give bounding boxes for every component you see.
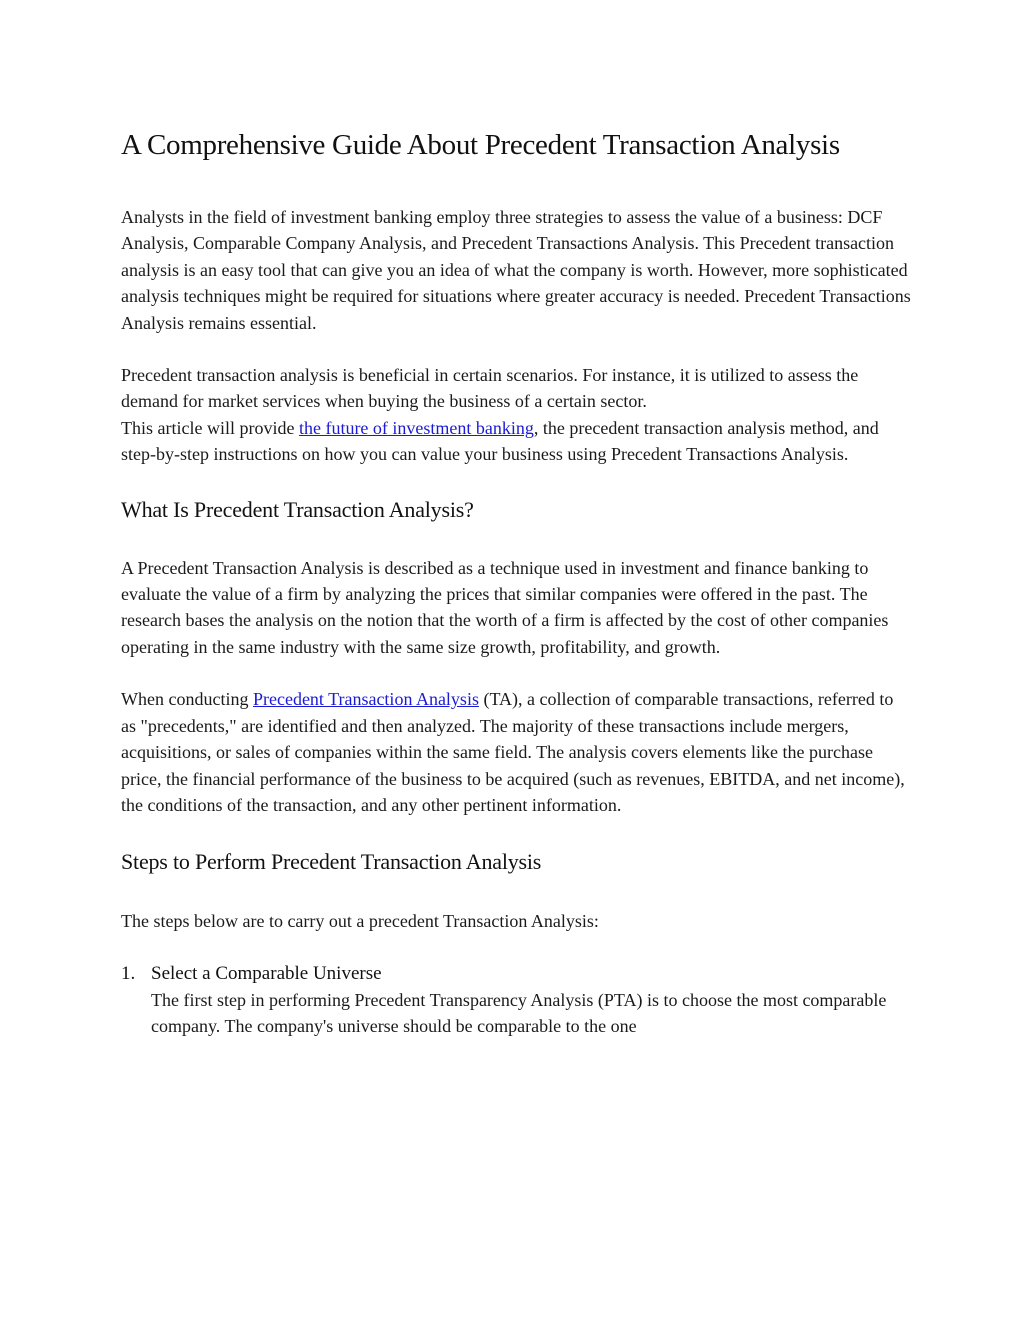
second-paragraph-pre-link: This article will provide — [121, 417, 299, 438]
list-item-number: 1. — [121, 962, 136, 984]
section1-paragraph2-pre-link: When conducting — [121, 689, 253, 710]
section-heading-steps: Steps to Perform Precedent Transaction Analysis — [121, 849, 542, 875]
list-item — [121, 961, 911, 1040]
second-paragraph-post-link: , the precedent transaction analysis method, and step-by-step instructions on how you can value your business using Precedent Transactions Analysis. — [121, 417, 879, 465]
precedent-transaction-analysis-link[interactable]: Precedent Transaction Analysis — [252, 689, 479, 710]
document-title: A Comprehensive Guide About Precedent Transaction Analysis — [121, 129, 840, 161]
future-of-investment-banking-link[interactable]: the future of investment banking — [298, 417, 534, 438]
section1-paragraph2-post-link: (TA), a collection of comparable transactions, referred to as "precedents," are identified and then analyzed. The majority of these transactions include mergers, acquisitions, or sales of companies within the same field. The analysis covers elements like the purchase price, the financial performance of the business to be acquired (such as revenues, EBITDA, and net income), the conditions of the transaction, and any other pertinent information. — [121, 689, 905, 815]
document-page — [121, 124, 911, 1040]
second-paragraph-block — [121, 362, 911, 468]
section1-paragraph2 — [121, 686, 911, 818]
list-item-body: The first step in performing Precedent Transparency Analysis (PTA) is to choose the most comparable company. The company's universe should be comparable to the one — [151, 989, 887, 1037]
section1-paragraph1: A Precedent Transaction Analysis is described as a technique used in investment and finance banking to evaluate the value of a firm by analyzing the prices that similar companies were offered in the past. The research bases the analysis on the notion that the worth of a firm is affected by the cost of other companies operating in the same industry with the same size growth, profitability, and growth. — [121, 557, 889, 657]
steps-intro: The steps below are to carry out a precedent Transaction Analysis: — [121, 911, 599, 932]
intro-paragraph: Analysts in the field of investment banking employ three strategies to assess the value of a business: DCF Analysis, Comparable Company Analysis, and Precedent Transactions Analysis. This Precedent transaction analysis is an easy tool that can give you an idea of what the company is worth. However, more sophisticated analysis techniques might be required for situations where greater accuracy is needed. Precedent Transactions Analysis remains essential. — [121, 207, 911, 333]
second-paragraph — [121, 415, 911, 468]
section-heading-what-is: What Is Precedent Transaction Analysis? — [121, 496, 474, 522]
list-item-heading: Select a Comparable Universe — [151, 962, 382, 984]
second-paragraph-line1: Precedent transaction analysis is beneficial in certain scenarios. For instance, it is utilized to assess the demand for market services when buying the business of a certain sector. — [121, 365, 859, 412]
